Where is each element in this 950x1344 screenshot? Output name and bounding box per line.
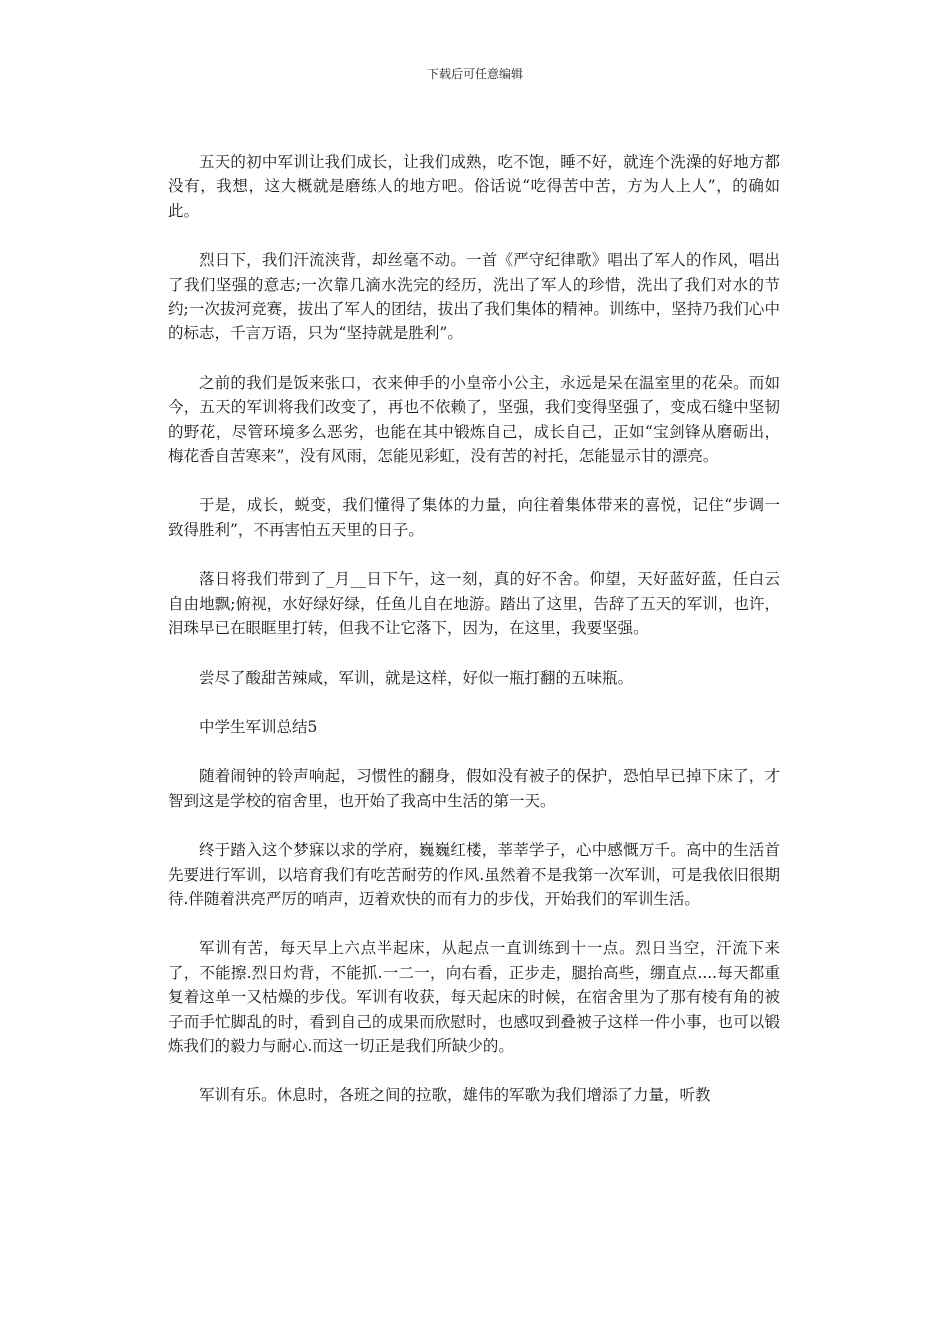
paragraph-5: 落日将我们带到了_月__日下午，这一刻，真的好不舍。仰望，天好蓝好蓝，任白云自由地飘;俯视，水好绿好绿，任鱼儿自在地游。踏出了这里，告辞了五天的军训，也许，泪珠早已在眼眶里打转，但我不让它落下，因为，在这里，我要坚强。	[168, 570, 780, 638]
section-heading: 中学生军训总结5	[199, 717, 318, 736]
document-body	[168, 150, 780, 1133]
paragraph-1: 五天的初中军训让我们成长，让我们成熟，吃不饱，睡不好，就连个洗澡的好地方都没有，我想，这大概就是磨练人的地方吧。俗话说“吃得苦中苦，方为人上人”，的确如此。	[168, 153, 780, 220]
paragraph-3: 之前的我们是饭来张口，衣来伸手的小皇帝小公主，永远是呆在温室里的花朵。而如今，五天的军训将我们改变了，再也不依赖了，坚强，我们变得坚强了，变成石缝中坚韧的野花，尽管环境多么恶劣，也能在其中锻炼自己，成长自己，正如“宝剑锋从磨砺出，梅花香自苦寒来”，没有风雨，怎能见彩虹，没有苦的衬托，怎能显示甘的漂亮。	[168, 373, 780, 466]
paragraph-2: 烈日下，我们汗流浃背，却丝毫不动。一首《严守纪律歌》唱出了军人的作风，唱出了我们坚强的意志;一次靠几滴水洗完的经历，洗出了军人的珍惜，洗出了我们对水的节约;一次拔河竞赛，拔出了军人的团结，拔出了我们集体的精神。训练中，坚持乃我们心中的标志，千言万语，只为“坚持就是胜利”。	[168, 251, 780, 343]
paragraph-7: 随着闹钟的铃声响起，习惯性的翻身，假如没有被子的保护，恐怕早已掉下床了，才智到这是学校的宿舍里，也开始了我高中生活的第一天。	[168, 767, 780, 810]
paragraph-9: 军训有苦，每天早上六点半起床，从起点一直训练到十一点。烈日当空，汗流下来了，不能擦.烈日灼背，不能抓.一二一，向右看，正步走，腿抬高些，绷直点....每天都重复着这单一又枯燥的步伐。军训有收获，每天起床的时候，在宿舍里为了那有棱有角的被子而手忙脚乱的时，看到自己的成果而欣慰时，也感叹到叠被子这样一件小事，也可以锻炼我们的毅力与耐心.而这一切正是我们所缺少的。	[168, 939, 780, 1055]
paragraph-4: 于是，成长，蜕变，我们懂得了集体的力量，向往着集体带来的喜悦，记住“步调一致得胜利”，不再害怕五天里的日子。	[168, 496, 780, 539]
paragraph-6: 尝尽了酸甜苦辣咸，军训，就是这样，好似一瓶打翻的五味瓶。	[199, 668, 634, 687]
paragraph-8: 终于踏入这个梦寐以求的学府，巍巍红楼，莘莘学子，心中感慨万千。高中的生活首先要进行军训，以培育我们有吃苦耐劳的作风.虽然着不是我第一次军训，可是我依旧很期待.伴随着洪亮严厉的哨声，迈着欢快的而有力的步伐，开始我们的军训生活。	[168, 841, 780, 908]
page-header: 下载后可任意编辑	[426, 67, 523, 81]
paragraph-10: 军训有乐。休息时，各班之间的拉歌，雄伟的军歌为我们增添了力量，听教	[199, 1086, 711, 1105]
